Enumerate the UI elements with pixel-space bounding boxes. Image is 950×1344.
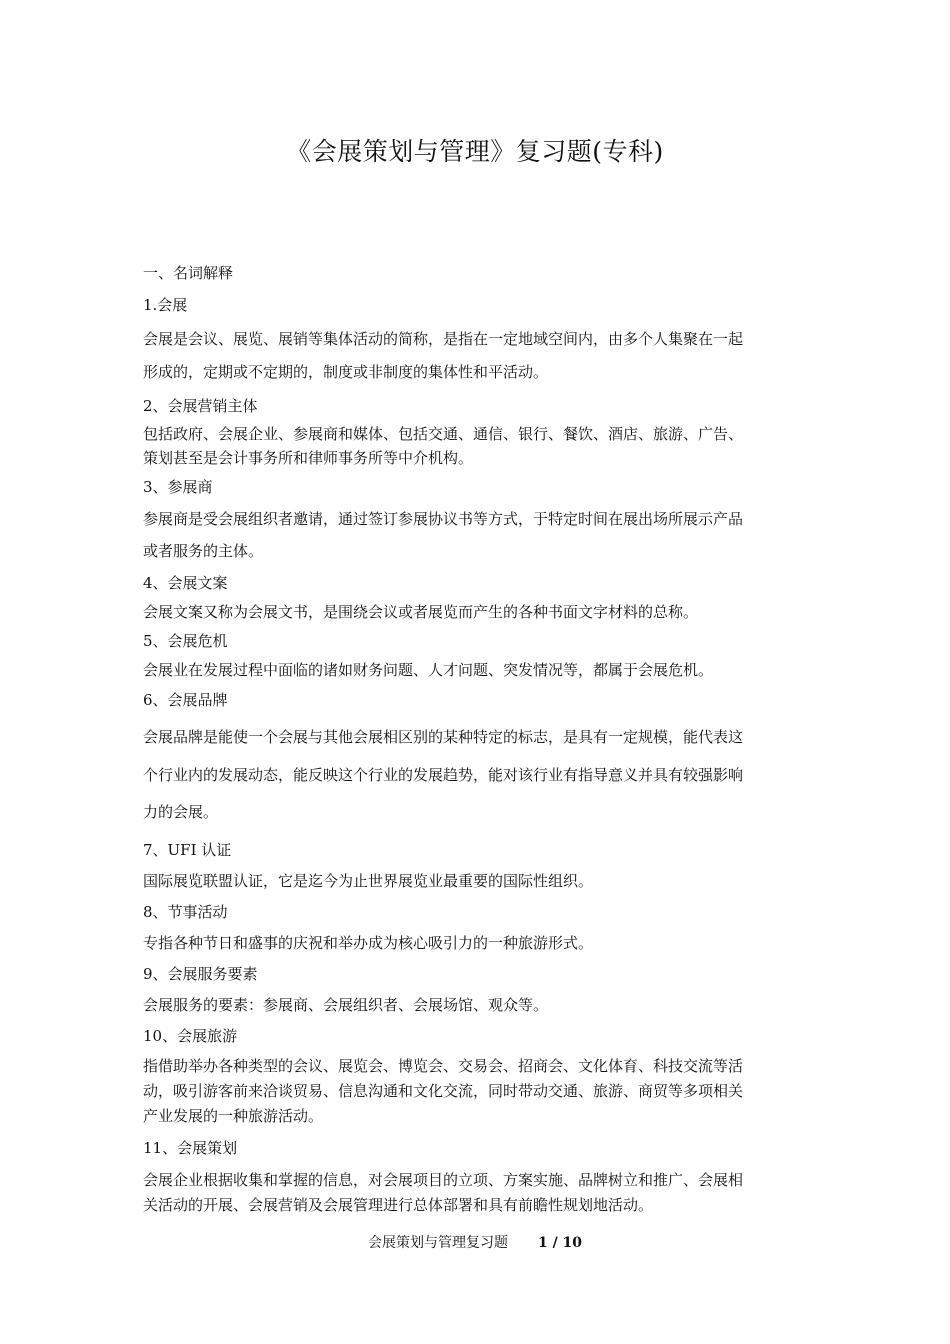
item-heading: 5、会展危机 (143, 632, 228, 650)
item-text-line: 会展品牌是能使一个会展与其他会展相区别的某种特定的标志，是具有一定规模，能代表这 (143, 728, 744, 746)
item-heading: 2、会展营销主体 (143, 397, 258, 415)
item-text-line: 或者服务的主体。 (143, 542, 264, 560)
item-heading: 6、会展品牌 (143, 691, 228, 709)
item-heading: 10、会展旅游 (143, 1027, 238, 1045)
item-heading: 9、会展服务要素 (143, 965, 258, 983)
item-heading: 3、参展商 (143, 478, 213, 496)
item-text-line: 个行业内的发展动态，能反映这个行业的发展趋势，能对该行业有指导意义并具有较强影响 (143, 766, 744, 784)
item-text-line: 动，吸引游客前来洽谈贸易、信息沟通和文化交流，同时带动交通、旅游、商贸等多项相关 (143, 1082, 744, 1100)
item-heading: 1.会展 (143, 296, 188, 314)
item-text-line: 会展服务的要素：参展商、会展组织者、会展场馆、观众等。 (143, 996, 549, 1014)
item-text-line: 指借助举办各种类型的会议、展览会、博览会、交易会、招商会、文化体育、科技交流等活 (143, 1057, 744, 1075)
section-heading: 一、名词解释 (143, 264, 234, 282)
item-text-line: 关活动的开展、会展营销及会展管理进行总体部署和具有前瞻性规划地活动。 (143, 1196, 654, 1214)
page-number: 1 / 10 (537, 1235, 583, 1251)
item-text-line: 专指各种节日和盛事的庆祝和举办成为核心吸引力的一种旅游形式。 (143, 934, 594, 952)
item-heading: 8、节事活动 (143, 903, 228, 921)
item-text-line: 参展商是受会展组织者邀请，通过签订参展协议书等方式，于特定时间在展出场所展示产品 (143, 510, 744, 528)
item-text-line: 包括政府、会展企业、参展商和媒体、包括交通、通信、银行、餐饮、酒店、旅游、广告、 (143, 425, 744, 443)
page-title: 《会展策划与管理》复习题(专科) (286, 137, 664, 166)
item-text-line: 产业发展的一种旅游活动。 (143, 1107, 324, 1125)
page-footer (0, 1232, 950, 1252)
item-text-line: 会展业在发展过程中面临的诸如财务问题、人才问题、突发情况等，都属于会展危机。 (143, 661, 714, 679)
item-heading: 4、会展文案 (143, 574, 228, 592)
item-heading: 11、会展策划 (143, 1139, 238, 1157)
item-text-line: 策划甚至是会计事务所和律师事务所等中介机构。 (143, 449, 474, 467)
item-text-line: 会展文案又称为会展文书，是围绕会议或者展览而产生的各种书面文字材料的总称。 (143, 603, 699, 621)
item-text-line: 国际展览联盟认证，它是迄今为止世界展览业最重要的国际性组织。 (143, 872, 594, 890)
item-text-line: 会展是会议、展览、展销等集体活动的简称，是指在一定地域空间内，由多个人集聚在一起 (143, 330, 744, 348)
item-text-line: 形成的，定期或不定期的，制度或非制度的集体性和平活动。 (143, 363, 549, 381)
item-text-line: 会展企业根据收集和掌握的信息，对会展项目的立项、方案实施、品牌树立和推广、会展相 (143, 1171, 744, 1189)
item-heading: 7、UFI 认证 (143, 841, 232, 859)
item-text-line: 力的会展。 (143, 803, 219, 821)
footer-doc-name: 会展策划与管理复习题 (367, 1235, 508, 1251)
